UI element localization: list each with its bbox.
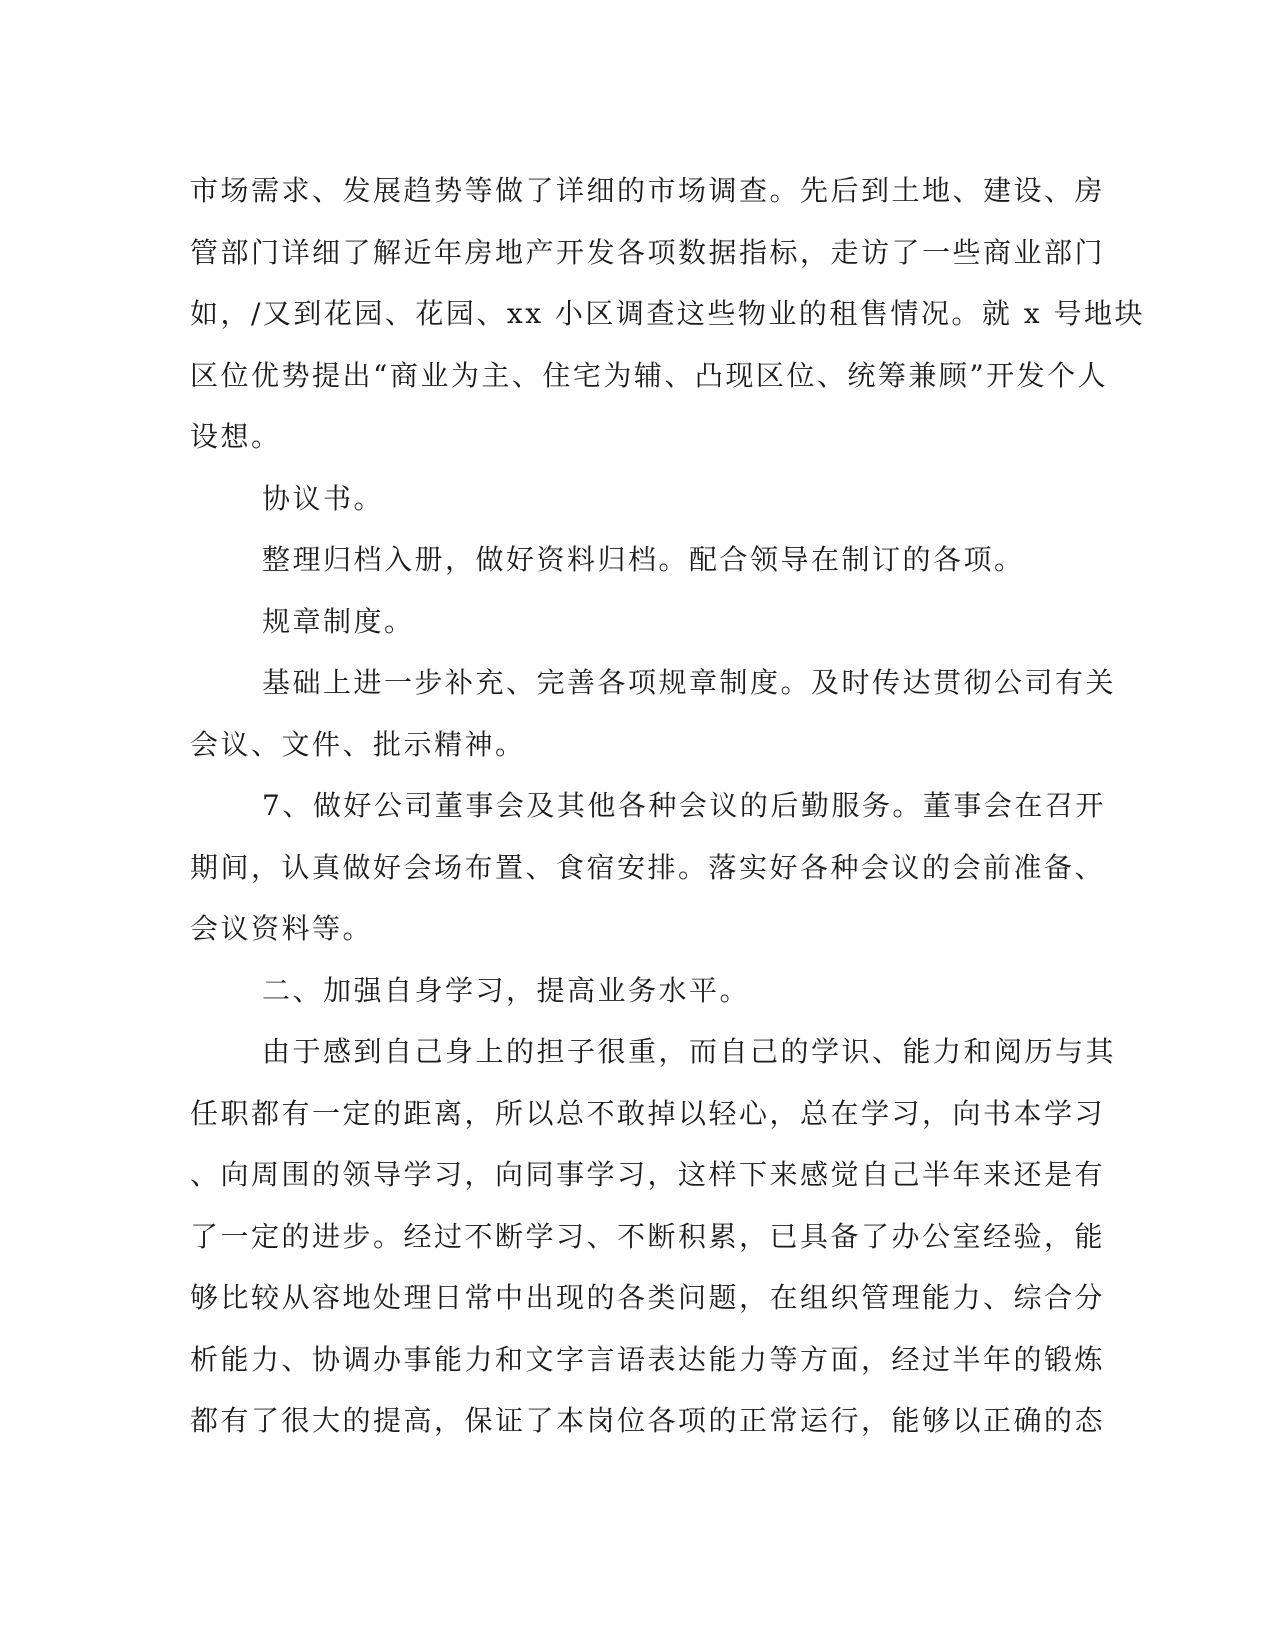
text-line: 任职都有一定的距离，所以总不敢掉以轻心，总在学习，向书本学习 [190,1096,1106,1130]
text-line: 如，/又到花园、花园、xx 小区调查这些物业的租售情况。就 x 号地块 [190,297,1146,330]
text-line: 由于感到自己身上的担子很重，而自己的学识、能力和阅历与其 [262,1035,1117,1068]
text-line: 够比较从容地处理日常中出现的各类问题，在组织管理能力、综合分 [190,1281,1106,1314]
text-line: 区位优势提出“商业为主、住宅为辅、凸现区位、统筹兼顾”开发个人 [190,358,1109,392]
text-line: 设想。 [190,420,282,453]
text-line: 都有了很大的提高，保证了本岗位各项的正常运行，能够以正确的态 [190,1404,1106,1437]
text-line: 规章制度。 [262,604,415,638]
text-line: 析能力、协调办事能力和文字言语表达能力等方面，经过半年的锻炼 [190,1342,1106,1376]
text-line: 基础上进一步补充、完善各项规章制度。及时传达贯彻公司有关 [262,666,1117,699]
text-line: 整理归档入册，做好资料归档。配合领导在制订的各项。 [262,543,1025,576]
text-line: 二、加强自身学习，提高业务水平。 [262,973,751,1007]
text-line: 管部门详细了解近年房地产开发各项数据指标，走访了一些商业部门 [190,235,1106,269]
text-line: 会议、文件、批示精神。 [190,727,526,761]
text-line: 市场需求、发展趋势等做了详细的市场调查。先后到土地、建设、房 [190,174,1106,207]
document-body [190,160,1146,1452]
text-line: 会议资料等。 [190,912,374,945]
text-line: 7、做好公司董事会及其他各种会议的后勤服务。董事会在召开 [262,789,1106,822]
text-line: 协议书。 [262,481,385,515]
text-line: 、向周围的领导学习，向同事学习，这样下来感觉自己半年来还是有 [190,1158,1106,1191]
text-line: 期间，认真做好会场布置、食宿安排。落实好各种会议的会前准备、 [190,850,1106,884]
text-line: 了一定的进步。经过不断学习、不断积累，已具备了办公室经验，能 [190,1219,1106,1253]
